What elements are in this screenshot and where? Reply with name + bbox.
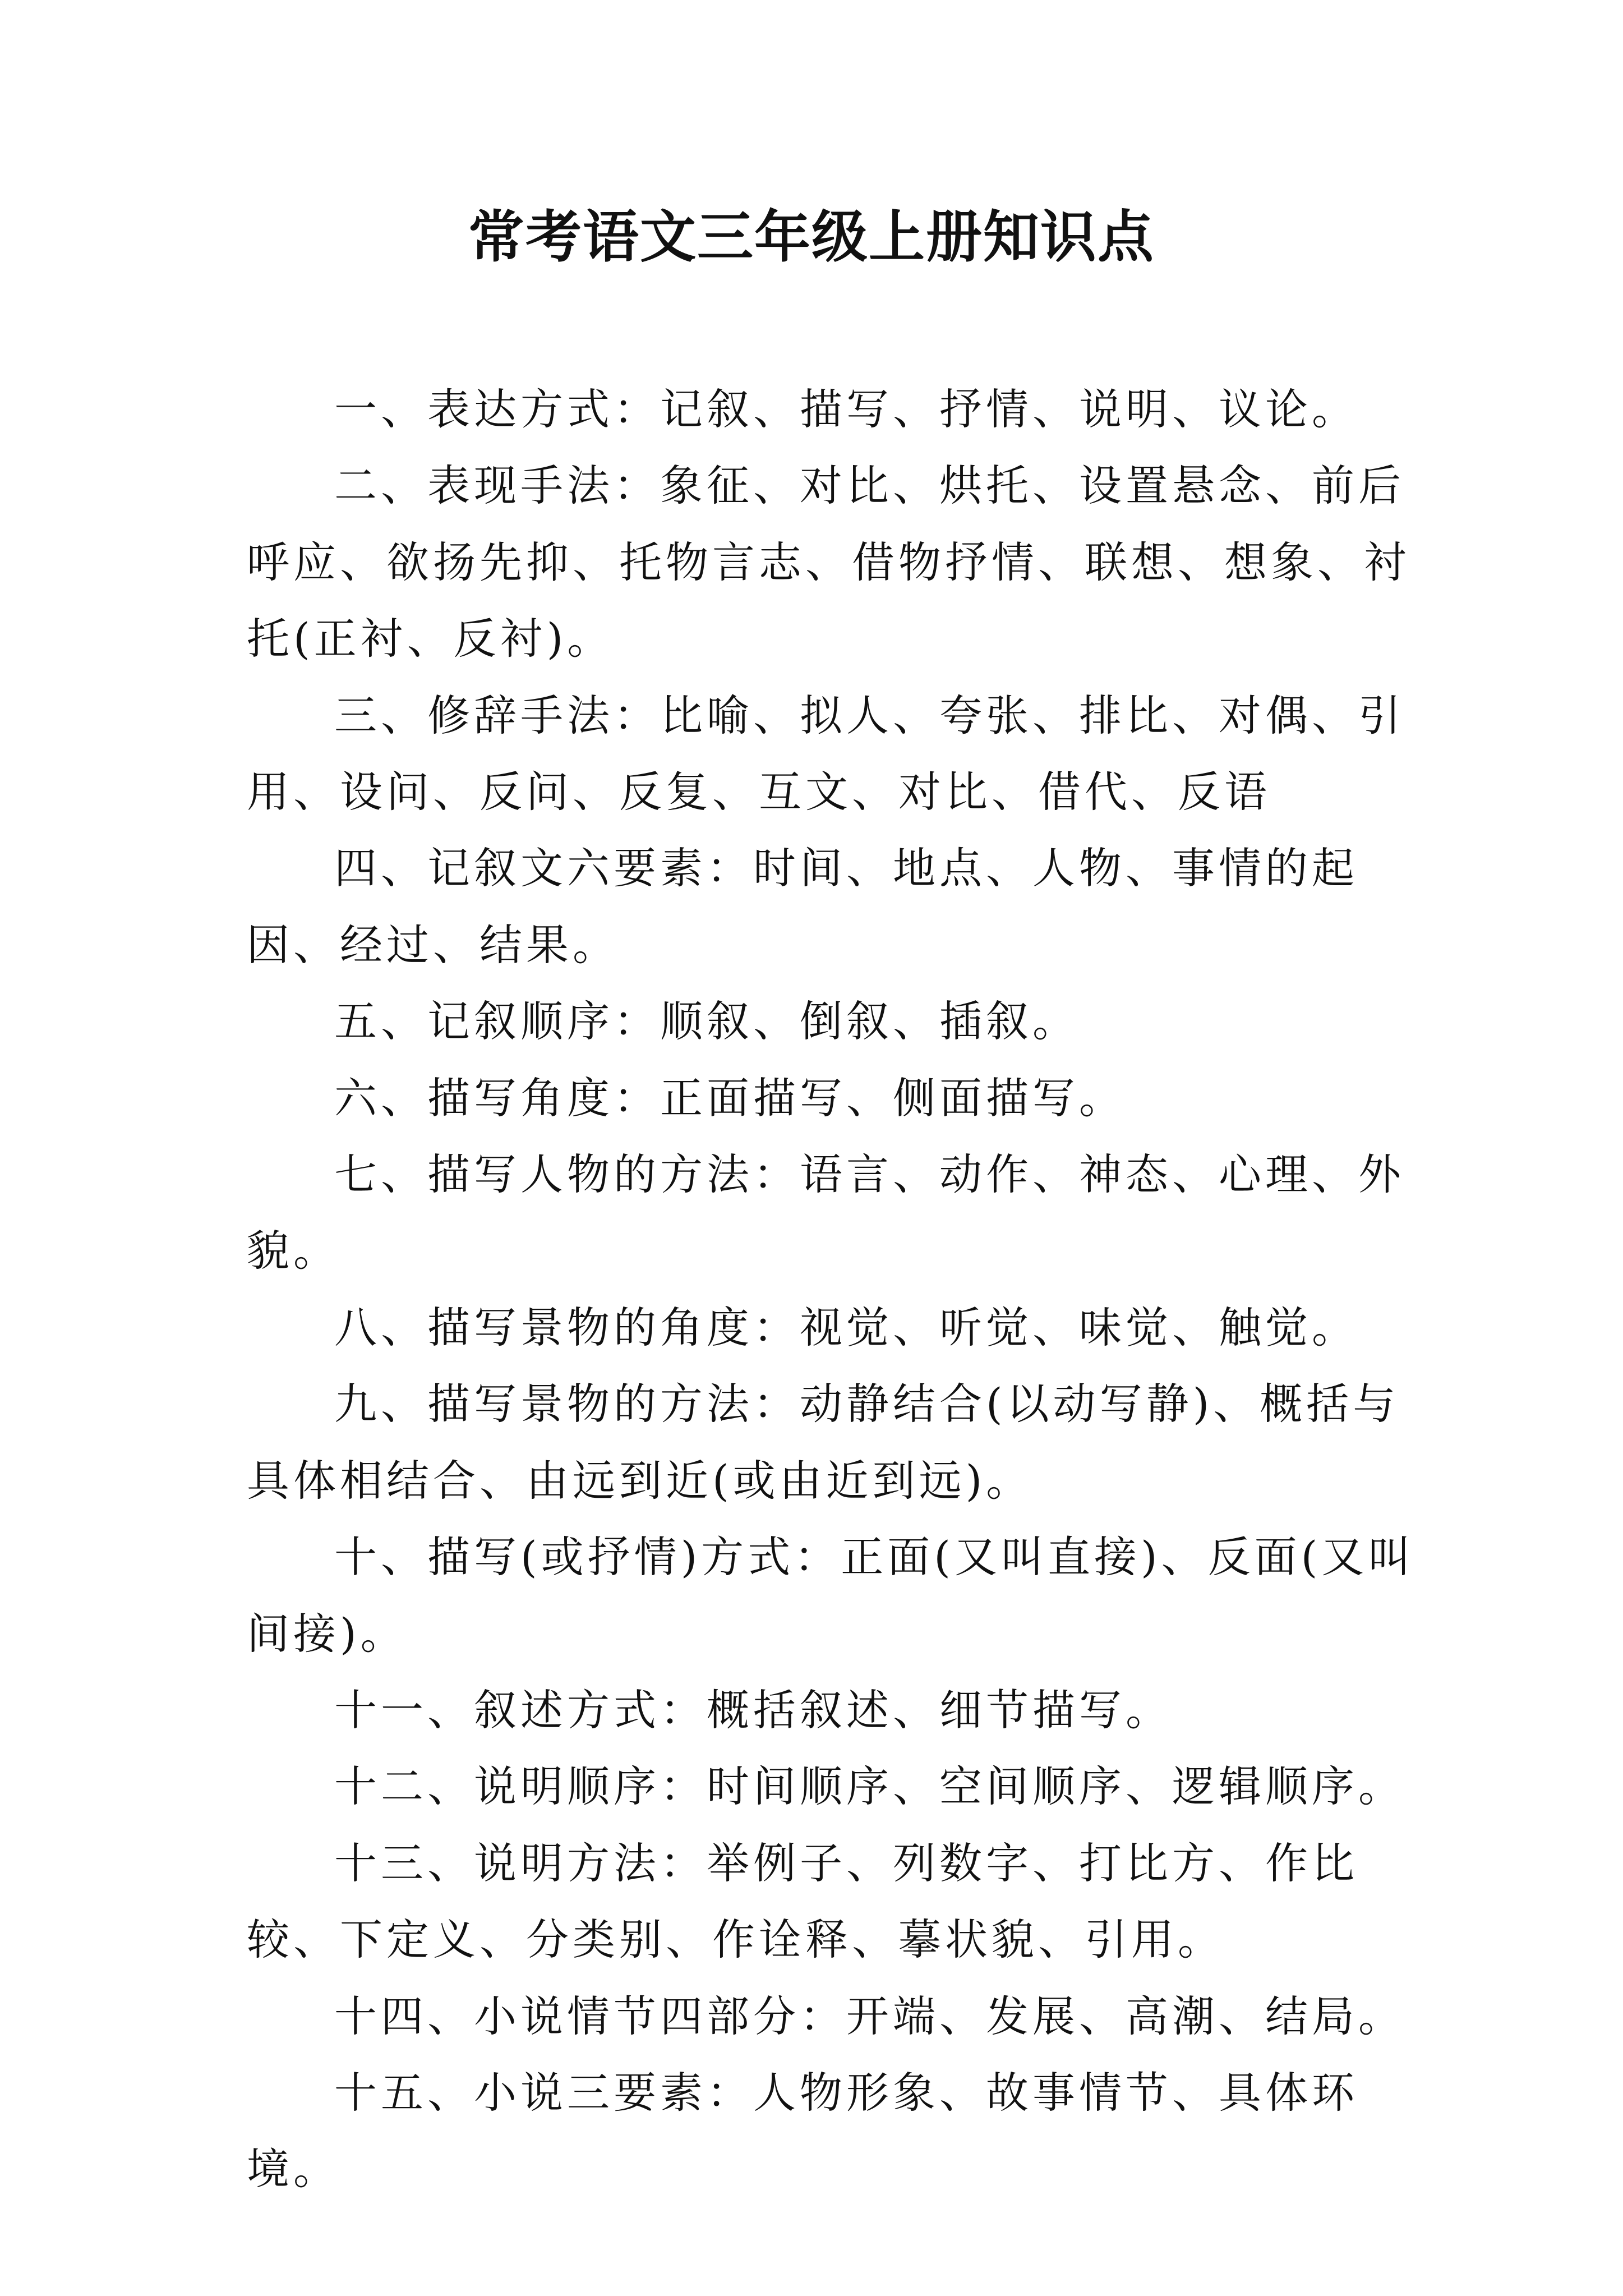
paragraph-10: 十、描写(或抒情)方式：正面(又叫直接)、反面(又叫间接)。 xyxy=(247,1532,1415,1659)
paragraph-1: 一、表达方式：记叙、描写、抒情、说明、议论。 xyxy=(334,384,1358,434)
paragraph-14: 十四、小说情节四部分：开端、发展、高潮、结局。 xyxy=(334,1991,1405,2041)
paragraph-4: 四、记叙文六要素：时间、地点、人物、事情的起因、经过、结果。 xyxy=(247,843,1358,970)
document-title: 常考语文三年级上册知识点 xyxy=(468,204,1155,270)
paragraph-5: 五、记叙顺序：顺叙、倒叙、插叙。 xyxy=(334,996,1079,1047)
paragraph-3: 三、修辞手法：比喻、拟人、夸张、排比、对偶、引用、设问、反问、反复、互文、对比、借代、反语 xyxy=(247,690,1405,817)
paragraph-9: 九、描写景物的方法：动静结合(以动写静)、概括与具体相结合、由远到近(或由近到远)。 xyxy=(247,1379,1400,1506)
paragraph-2: 二、表现手法：象征、对比、烘托、设置悬念、前后呼应、欲扬先抑、托物言志、借物抒情、联想、想象、衬托(正衬、反衬)。 xyxy=(247,461,1410,664)
paragraph-8: 八、描写景物的角度：视觉、听觉、味觉、触觉。 xyxy=(334,1302,1358,1352)
paragraph-11: 十一、叙述方式：概括叙述、细节描写。 xyxy=(334,1685,1172,1735)
document-body xyxy=(247,371,1419,2208)
paragraph-15: 十五、小说三要素：人物形象、故事情节、具体环境。 xyxy=(247,2067,1358,2194)
paragraph-6: 六、描写角度：正面描写、侧面描写。 xyxy=(334,1073,1126,1123)
paragraph-12: 十二、说明顺序：时间顺序、空间顺序、逻辑顺序。 xyxy=(334,1761,1405,1812)
paragraph-13: 十三、说明方法：举例子、列数字、打比方、作比较、下定义、分类别、作诠释、摹状貌、引用。 xyxy=(247,1838,1358,1965)
paragraph-7: 七、描写人物的方法：语言、动作、神态、心理、外貌。 xyxy=(247,1149,1405,1276)
